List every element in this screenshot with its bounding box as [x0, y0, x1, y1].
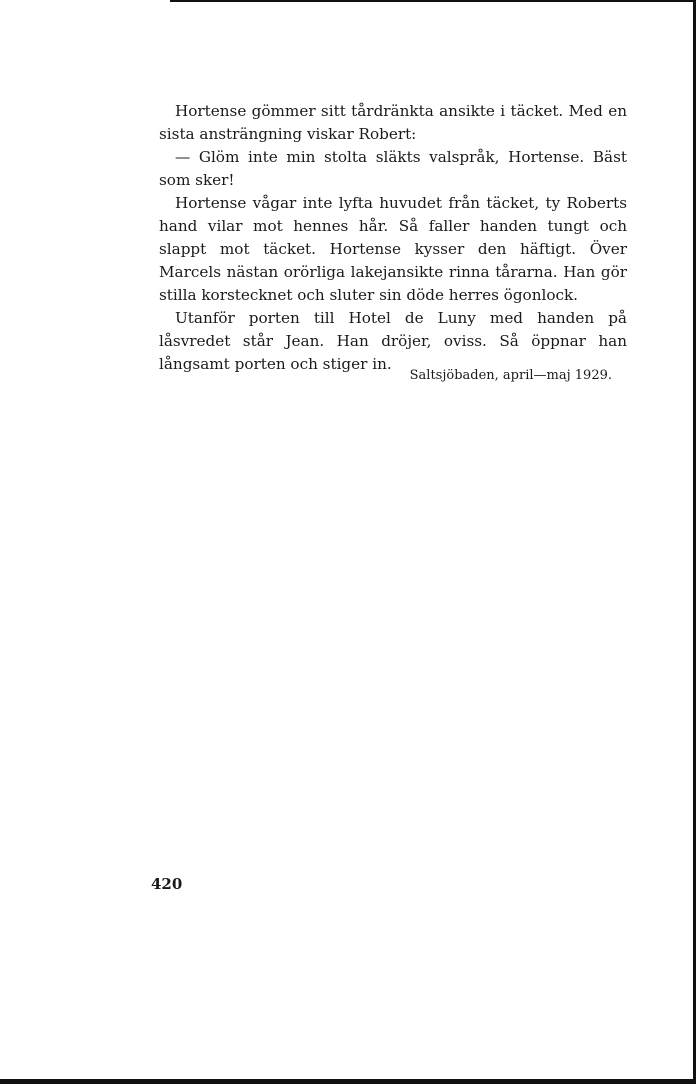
place-date-signature: Saltsjöbaden, april—maj 1929. — [409, 368, 612, 383]
paragraph-4: Utanför porten till Hotel de Luny med handen på låsvredet står Jean. Han dröjer, oviss. Så öppnar han långsamt porten och stiger in. — [159, 309, 627, 373]
paragraph-3: Hortense vågar inte lyfta huvudet från täcket, ty Roberts hand vilar mot hennes hår. Så faller handen tungt och slappt mot täcket. Hortense kysser den häftigt. Över Marcels nästan orörliga lakejansikte rinna tårarna. Han gör stilla korstecknet och sluter sin döde herres ögonlock. — [159, 194, 627, 304]
paragraph-2: — Glöm inte min stolta släkts valspråk, Hortense. Bäst som sker! — [159, 148, 627, 189]
page-top-edge — [170, 0, 696, 2]
body-text — [159, 100, 627, 376]
paragraph-1: Hortense gömmer sitt tårdränkta ansikte i täcket. Med en sista ansträngning viskar Robert: — [159, 102, 627, 143]
page-number: 420 — [151, 875, 183, 893]
page-bottom-edge — [0, 1079, 696, 1084]
